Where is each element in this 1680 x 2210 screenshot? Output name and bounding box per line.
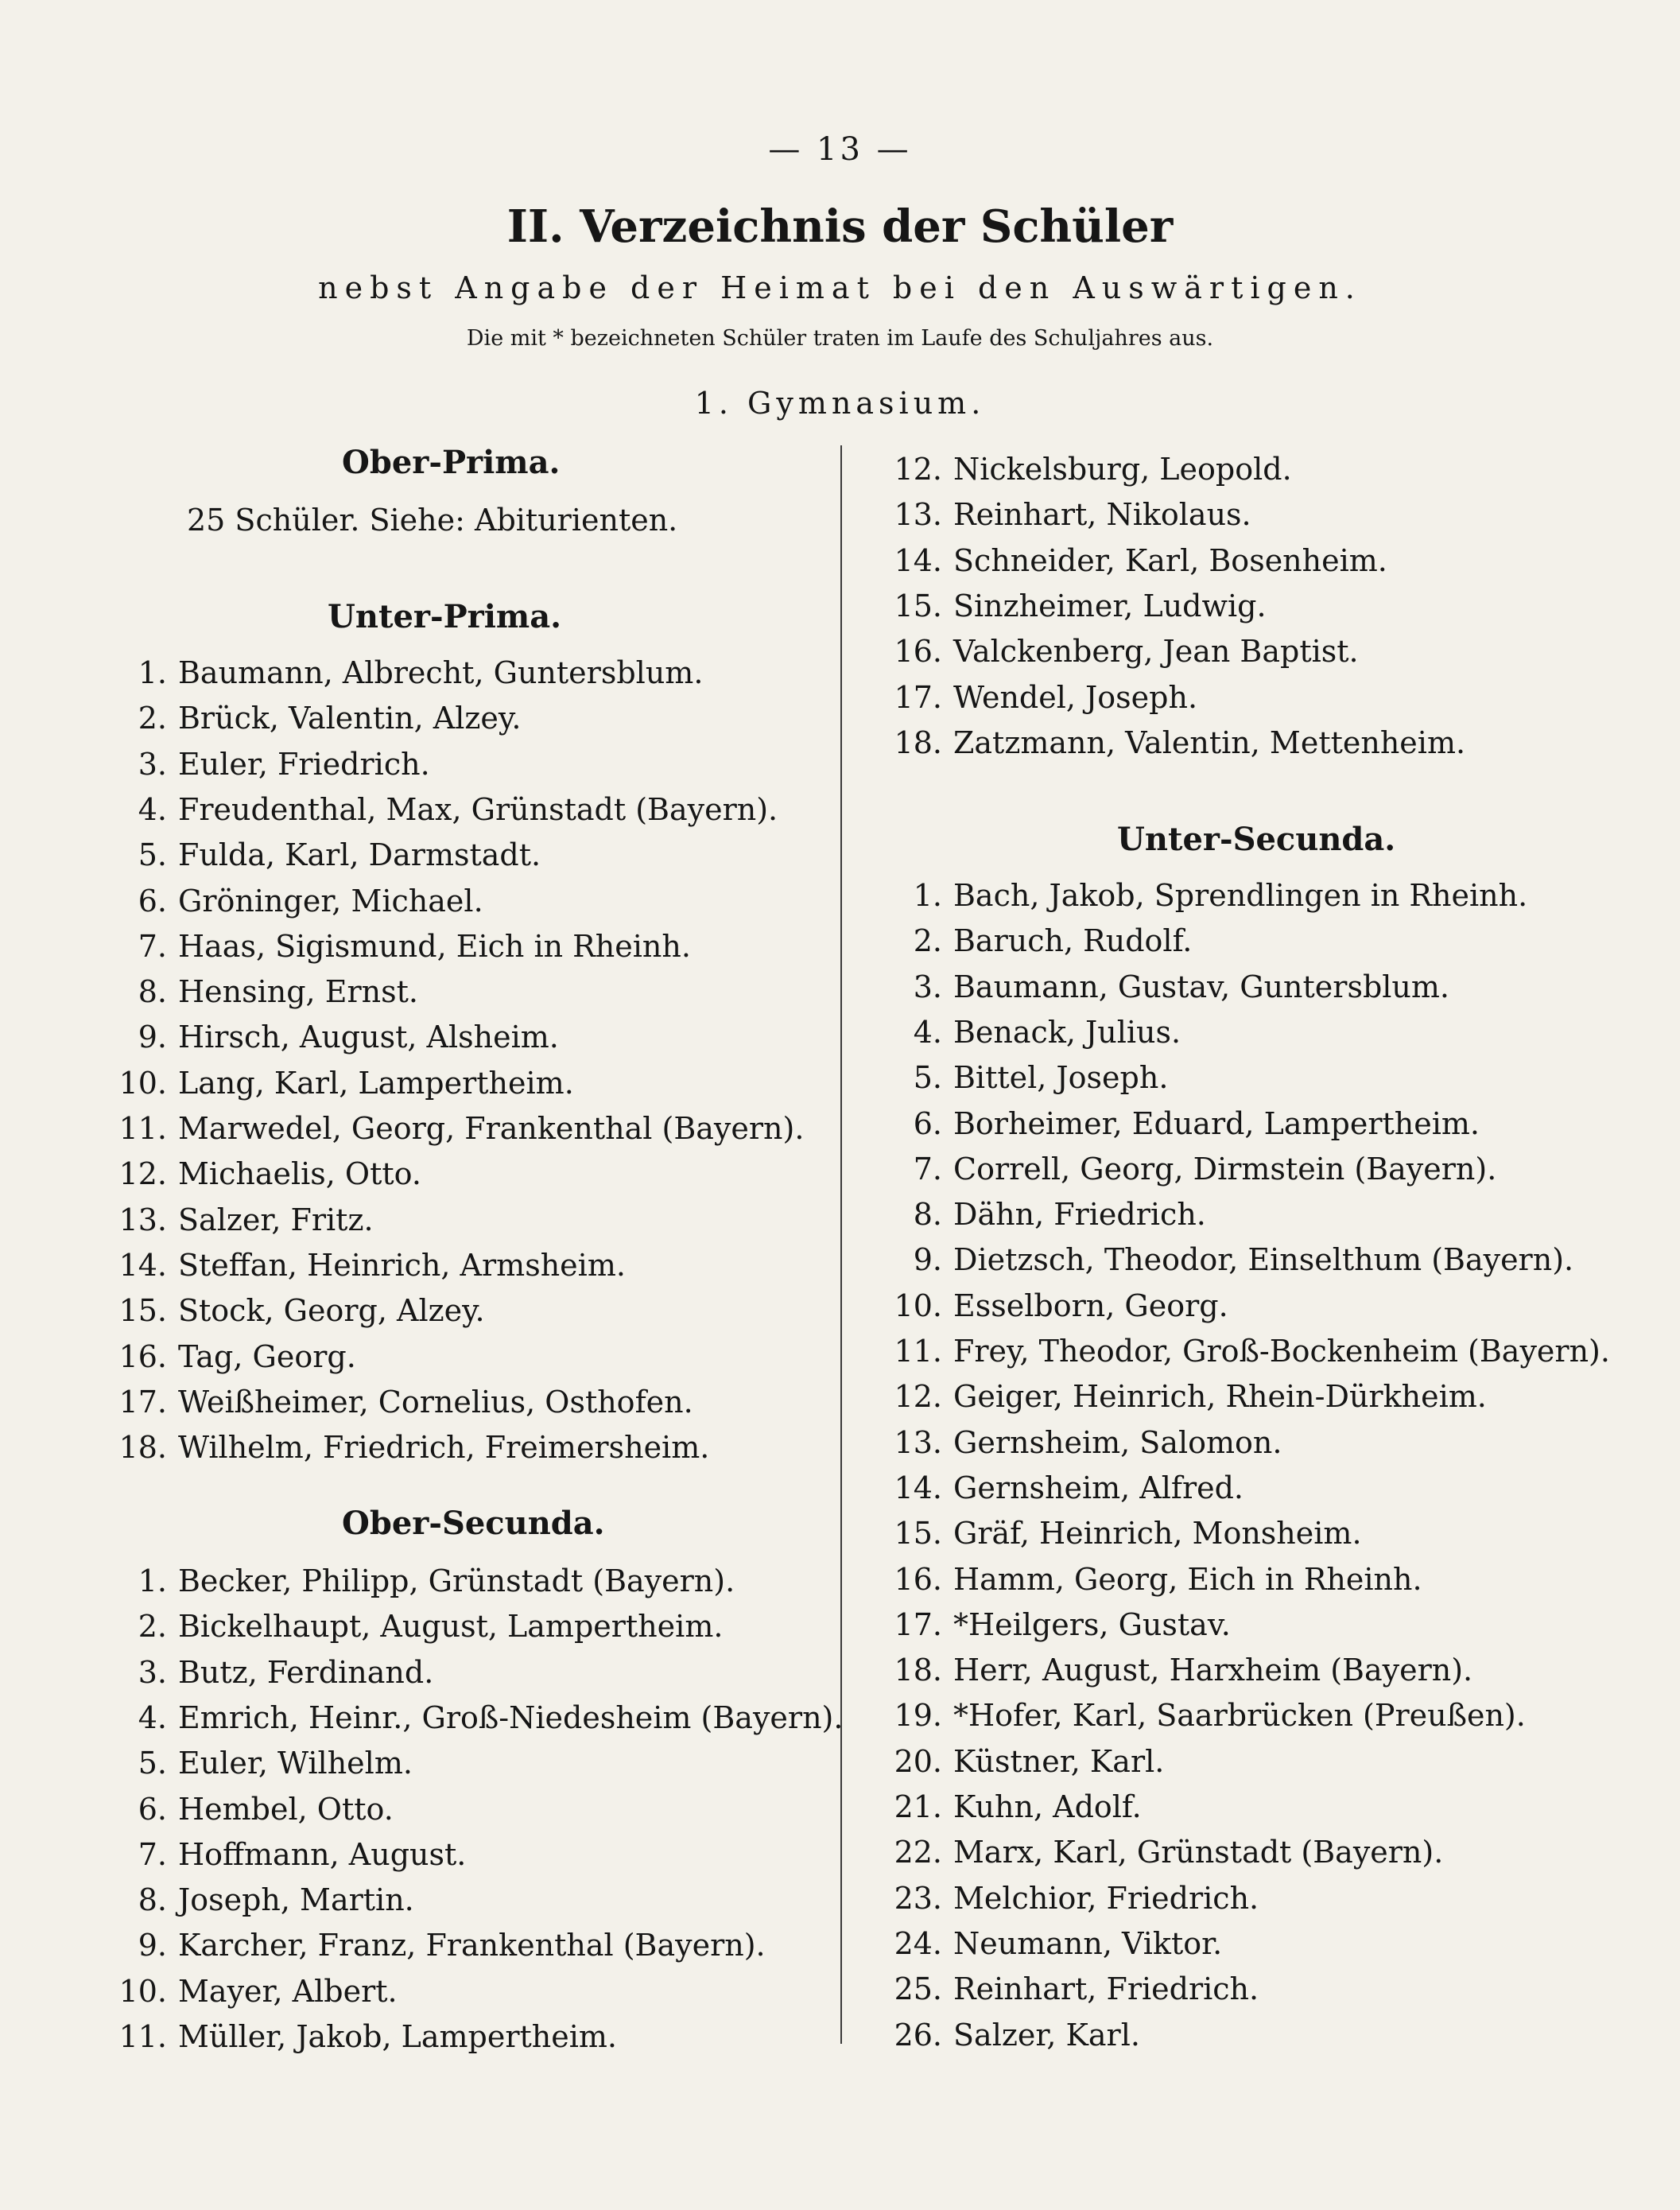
entry-number: 7. (138, 928, 167, 964)
entry-text: Karcher, Franz, Frankenthal (Bayern). (178, 1928, 766, 1963)
entry-text: Küstner, Karl. (953, 1743, 1165, 1779)
entry-text: Baumann, Albrecht, Guntersblum. (178, 655, 704, 690)
heading-ober-secunda: Ober-Secunda. (342, 1505, 605, 1542)
list-item (871, 1147, 1496, 1191)
list-item (95, 1604, 723, 1649)
entry-text: Bach, Jakob, Sprendlingen in Rheinh. (953, 878, 1528, 913)
entry-text: Frey, Theodor, Groß-Bockenheim (Bayern). (953, 1334, 1610, 1369)
list-item (95, 1106, 804, 1151)
list-item (95, 833, 541, 877)
list-item (871, 1739, 1164, 1784)
list-item (871, 1010, 1181, 1055)
entry-text: Dähn, Friedrich. (953, 1197, 1206, 1233)
list-item (871, 492, 1251, 537)
entry-text: Weißheimer, Cornelius, Osthofen. (178, 1384, 693, 1420)
list-item (95, 1198, 374, 1242)
list-item (871, 1648, 1472, 1692)
page-title: II. Verzeichnis der Schüler (506, 200, 1174, 253)
entry-text: Hembel, Otto. (178, 1791, 394, 1827)
list-item (95, 1152, 421, 1196)
entry-text: Emrich, Heinr., Groß-Niedesheim (Bayern). (178, 1699, 844, 1735)
list-item (95, 742, 430, 787)
entry-number: 10. (118, 1973, 167, 2009)
list-item (871, 629, 1359, 674)
entry-number: 12. (118, 1156, 167, 1192)
list-item (95, 1559, 735, 1603)
entry-number: 8. (913, 1197, 942, 1233)
entry-text: Mayer, Albert. (178, 1973, 398, 2009)
entry-text: Euler, Wilhelm. (178, 1746, 413, 1781)
entry-text: Borheimer, Eduard, Lampertheim. (953, 1105, 1480, 1141)
list-item (95, 1969, 398, 2014)
entry-number: 16. (894, 1561, 942, 1597)
entry-text: Baumann, Gustav, Guntersblum. (953, 969, 1450, 1004)
list-item (871, 1284, 1228, 1328)
list-item (871, 1830, 1443, 1874)
list-item (871, 965, 1449, 1009)
list-item (95, 2014, 617, 2059)
entry-number: 1. (138, 1563, 167, 1598)
list-item (871, 919, 1192, 963)
entry-text: Hamm, Georg, Eich in Rheinh. (953, 1561, 1422, 1597)
entry-number: 12. (894, 452, 942, 487)
entry-text: Lang, Karl, Lampertheim. (178, 1065, 574, 1101)
entry-number: 3. (138, 1654, 167, 1690)
list-item (871, 873, 1527, 918)
list-item (871, 1876, 1259, 1921)
list-item (95, 1288, 485, 1333)
entry-number: 17. (894, 1606, 942, 1642)
entry-number: 18. (894, 1653, 942, 1688)
entry-number: 1. (138, 655, 167, 690)
entry-text: Fulda, Karl, Darmstadt. (178, 837, 541, 873)
heading-ober-prima: Ober-Prima. (342, 444, 561, 481)
list-item (95, 1923, 766, 1967)
entry-text: Esselborn, Georg. (953, 1288, 1228, 1323)
list-item (95, 1015, 559, 1059)
entry-text: Gröninger, Michael. (178, 883, 483, 919)
entry-number: 7. (913, 1151, 942, 1187)
ober-prima-note: 25 Schüler. Siehe: Abiturienten. (187, 503, 678, 538)
entry-number: 17. (118, 1384, 167, 1420)
entry-text: Stock, Georg, Alzey. (178, 1293, 485, 1329)
entry-number: 6. (138, 883, 167, 919)
entry-number: 3. (138, 746, 167, 782)
entry-text: Benack, Julius. (953, 1014, 1181, 1050)
entry-number: 6. (913, 1105, 942, 1141)
entry-text: Wilhelm, Friedrich, Freimersheim. (178, 1430, 710, 1466)
entry-number: 19. (894, 1698, 942, 1734)
entry-text: Kuhn, Adolf. (953, 1789, 1142, 1824)
entry-text: Zatzmann, Valentin, Mettenheim. (953, 724, 1466, 760)
entry-number: 5. (138, 837, 167, 873)
entry-text: Hirsch, August, Alsheim. (178, 1020, 559, 1055)
list-item (95, 696, 521, 740)
list-item (95, 969, 418, 1014)
entry-text: Haas, Sigismund, Eich in Rheinh. (178, 928, 691, 964)
entry-text: Valckenberg, Jean Baptist. (953, 634, 1359, 670)
list-item (95, 1650, 433, 1695)
entry-text: Müller, Jakob, Lampertheim. (178, 2019, 618, 2054)
entry-number: 15. (894, 1516, 942, 1552)
list-item (871, 1602, 1231, 1647)
entry-text: Tag, Georg. (178, 1338, 356, 1374)
entry-number: 12. (894, 1379, 942, 1415)
entry-number: 4. (138, 791, 167, 827)
entry-text: Bittel, Joseph. (953, 1060, 1169, 1096)
entry-number: 18. (894, 724, 942, 760)
list-item (95, 924, 691, 969)
entry-number: 13. (118, 1202, 167, 1237)
entry-number: 9. (913, 1242, 942, 1278)
entry-text: Gernsheim, Alfred. (953, 1470, 1244, 1505)
list-item (871, 1374, 1487, 1419)
entry-number: 11. (894, 1334, 942, 1369)
entry-number: 9. (138, 1020, 167, 1055)
footnote-remark: Die mit * bezeichneten Schüler traten im Laufe des Schuljahres aus. (466, 326, 1214, 351)
entry-number: 15. (118, 1293, 167, 1329)
entry-text: Butz, Ferdinand. (178, 1654, 434, 1690)
list-item (871, 1329, 1610, 1373)
list-item (95, 787, 778, 832)
list-item (871, 584, 1267, 628)
heading-unter-prima: Unter-Prima. (328, 598, 562, 635)
entry-number: 10. (894, 1288, 942, 1323)
entry-text: Correll, Georg, Dirmstein (Bayern). (953, 1151, 1497, 1187)
list-item (871, 1693, 1526, 1738)
entry-text: Nickelsburg, Leopold. (953, 452, 1292, 487)
entry-text: *Hofer, Karl, Saarbrücken (Preußen). (953, 1698, 1526, 1734)
list-item (871, 1557, 1422, 1602)
entry-text: Michaelis, Otto. (178, 1156, 421, 1192)
list-item (871, 1055, 1168, 1100)
list-item (95, 1878, 414, 1922)
entry-number: 16. (118, 1338, 167, 1374)
heading-unter-secunda: Unter-Secunda. (1117, 821, 1396, 858)
list-item (95, 1741, 413, 1785)
entry-number: 1. (913, 878, 942, 913)
entry-text: Marx, Karl, Grünstadt (Bayern). (953, 1835, 1444, 1870)
entry-text: Gernsheim, Salomon. (953, 1424, 1282, 1460)
list-item (95, 1832, 466, 1877)
entry-text: Gräf, Heinrich, Monsheim. (953, 1516, 1362, 1552)
entry-number: 8. (138, 1882, 167, 1918)
page-number: — 13 — (768, 131, 912, 168)
entry-text: Joseph, Martin. (178, 1882, 414, 1918)
list-item (95, 1334, 356, 1379)
entry-text: Wendel, Joseph. (953, 679, 1198, 715)
entry-text: Geiger, Heinrich, Rhein-Dürkheim. (953, 1379, 1487, 1415)
entry-number: 2. (138, 701, 167, 736)
entry-text: Neumann, Viktor. (953, 1925, 1223, 1961)
list-item (871, 1466, 1244, 1510)
entry-text: Steffan, Heinrich, Armsheim. (178, 1247, 626, 1283)
entry-number: 13. (894, 1424, 942, 1460)
entry-text: Baruch, Rudolf. (953, 923, 1193, 959)
entry-text: Brück, Valentin, Alzey. (178, 701, 522, 736)
entry-text: Bickelhaupt, August, Lampertheim. (178, 1609, 724, 1645)
list-item (871, 1237, 1573, 1282)
list-item (95, 1243, 626, 1288)
list-item (871, 447, 1292, 491)
entry-number: 11. (118, 1111, 167, 1146)
entry-text: Herr, August, Harxheim (Bayern). (953, 1653, 1473, 1688)
list-item (95, 651, 703, 695)
list-item (871, 538, 1387, 583)
entry-text: Salzer, Karl. (953, 2017, 1140, 2053)
entry-number: 9. (138, 1928, 167, 1963)
entry-number: 14. (894, 1470, 942, 1505)
entry-number: 16. (894, 634, 942, 670)
entry-number: 21. (894, 1789, 942, 1824)
entry-text: Euler, Friedrich. (178, 746, 430, 782)
entry-number: 22. (894, 1835, 942, 1870)
entry-number: 2. (913, 923, 942, 959)
section-heading: 1. Gymnasium. (694, 386, 986, 421)
entry-text: Dietzsch, Theodor, Einselthum (Bayern). (953, 1242, 1574, 1278)
entry-text: *Heilgers, Gustav. (953, 1606, 1231, 1642)
entry-number: 18. (118, 1430, 167, 1466)
column-divider (840, 445, 842, 2044)
entry-number: 23. (894, 1880, 942, 1916)
entry-number: 15. (894, 588, 942, 623)
entry-text: Schneider, Karl, Bosenheim. (953, 542, 1387, 578)
entry-text: Hoffmann, August. (178, 1836, 467, 1872)
list-item (95, 879, 483, 923)
entry-number: 17. (894, 679, 942, 715)
list-item (95, 1695, 843, 1740)
entry-number: 13. (894, 497, 942, 533)
entry-text: Becker, Philipp, Grünstadt (Bayern). (178, 1563, 735, 1598)
list-item (95, 1061, 574, 1105)
entry-number: 6. (138, 1791, 167, 1827)
list-item (871, 1511, 1362, 1556)
list-item (871, 1967, 1259, 2011)
entry-text: Melchior, Friedrich. (953, 1880, 1259, 1916)
entry-number: 26. (894, 2017, 942, 2053)
list-item (95, 1380, 693, 1424)
list-item (871, 2013, 1140, 2057)
entry-text: Sinzheimer, Ludwig. (953, 588, 1267, 623)
entry-number: 4. (913, 1014, 942, 1050)
entry-number: 3. (913, 969, 942, 1004)
list-item (95, 1787, 394, 1831)
list-item (871, 1101, 1480, 1146)
entry-text: Marwedel, Georg, Frankenthal (Bayern). (178, 1111, 805, 1146)
entry-number: 24. (894, 1925, 942, 1961)
list-item (871, 1192, 1206, 1237)
entry-number: 7. (138, 1836, 167, 1872)
entry-number: 25. (894, 1971, 942, 2007)
entry-text: Hensing, Ernst. (178, 974, 418, 1010)
list-item (871, 1785, 1142, 1829)
entry-number: 2. (138, 1609, 167, 1645)
entry-text: Freudenthal, Max, Grünstadt (Bayern). (178, 791, 778, 827)
entry-number: 20. (894, 1743, 942, 1779)
entry-number: 4. (138, 1699, 167, 1735)
entry-text: Salzer, Fritz. (178, 1202, 374, 1237)
list-item (871, 720, 1465, 765)
entry-number: 10. (118, 1065, 167, 1101)
list-item (95, 1425, 709, 1470)
list-item (871, 675, 1197, 720)
entry-number: 14. (118, 1247, 167, 1283)
entry-number: 11. (118, 2019, 167, 2054)
entry-number: 8. (138, 974, 167, 1010)
page-subtitle: nebst Angabe der Heimat bei den Auswärtigen. (318, 270, 1362, 305)
entry-text: Reinhart, Nikolaus. (953, 497, 1251, 533)
entry-number: 14. (894, 542, 942, 578)
list-item (871, 1921, 1222, 1966)
list-item (871, 1420, 1282, 1465)
entry-text: Reinhart, Friedrich. (953, 1971, 1259, 2007)
entry-number: 5. (138, 1746, 167, 1781)
entry-number: 5. (913, 1060, 942, 1096)
